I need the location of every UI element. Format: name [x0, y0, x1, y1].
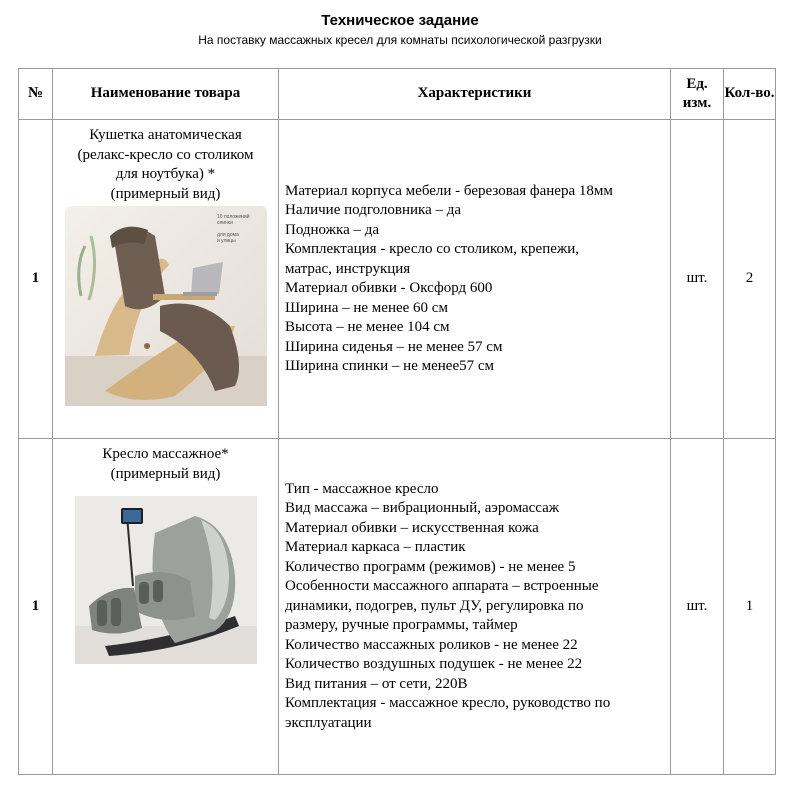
- spec-item: Ширина спинки – не менее57 см: [285, 358, 495, 374]
- row-number: 1: [19, 439, 53, 775]
- spec-item: Наличие подголовника – да: [285, 202, 462, 218]
- spec-item: Ширина – не менее 60 см: [285, 299, 448, 316]
- svg-text:спинки: спинки: [216, 220, 233, 226]
- spec-item: размеру, ручные программы, таймер: [285, 617, 518, 634]
- spec-item: динамики, подогрев, пульт ДУ, регулировка по: [285, 597, 584, 614]
- product-name-cell: [53, 439, 279, 775]
- spec-item: Количество массажных роликов - не менее 22: [285, 636, 578, 653]
- product-specs-cell: [279, 120, 671, 439]
- col-header-unit: Ед. изм.: [671, 69, 724, 120]
- spec-item: Материал обивки - Оксфорд 600: [285, 280, 493, 296]
- quantity-cell: 2: [724, 120, 776, 439]
- product-name-cell: [53, 120, 279, 439]
- product-name: [53, 120, 278, 204]
- spec-item: Вид массажа – вибрационный, аэромассаж: [285, 500, 560, 517]
- col-header-spec: Характеристики: [279, 69, 671, 120]
- spec-item: матрас, инструкция: [285, 260, 411, 277]
- row-number: 1: [19, 120, 53, 439]
- spec-item: Материал каркаса – пластик: [285, 539, 466, 556]
- product-name-line: (примерный вид): [110, 465, 221, 482]
- table-row: [19, 439, 776, 775]
- svg-text:для дома: для дома: [216, 232, 239, 238]
- spec-item: Особенности массажного аппарата – встроенные: [285, 578, 599, 595]
- svg-text:10 положений: 10 положений: [216, 214, 249, 220]
- product-name: [53, 439, 278, 484]
- col-header-num: №: [19, 69, 53, 120]
- table-row: [19, 120, 776, 439]
- unit-cell: шт.: [671, 120, 724, 439]
- quantity-cell: 1: [724, 439, 776, 775]
- spec-item: Комплектация - массажное кресло, руководство по: [285, 695, 611, 712]
- spec-item: Материал корпуса мебели - березовая фанера 18мм: [285, 182, 613, 199]
- product-name-line: Кресло массажное*: [102, 446, 229, 462]
- product-name-line: Кушетка анатомическая: [89, 127, 242, 143]
- product-name-line: для ноутбука) *: [115, 166, 216, 182]
- spec-item: Материал обивки – искусственная кожа: [285, 519, 539, 536]
- col-header-name: Наименование товара: [53, 69, 279, 120]
- product-name-line: (примерный вид): [110, 185, 221, 202]
- spec-list: [279, 480, 670, 734]
- spec-item: Комплектация - кресло со столиком, крепежи,: [285, 241, 580, 257]
- unit-cell: шт.: [671, 439, 724, 775]
- spec-item: Ширина сиденья – не менее 57 см: [285, 338, 503, 355]
- spec-item: Подножка – да: [285, 221, 380, 238]
- spec-item: Тип - массажное кресло: [285, 480, 439, 497]
- spec-item: Высота – не менее 104 см: [285, 319, 450, 335]
- product-name-line: (релакс-кресло со столиком: [77, 146, 254, 163]
- spec-item: Количество воздушных подушек - не менее 22: [285, 656, 583, 673]
- lounge-chair-photo: [65, 206, 267, 406]
- svg-text:и улицы: и улицы: [216, 238, 236, 244]
- product-specs-cell: [279, 439, 671, 775]
- document-subtitle: На поставку массажных кресел для комнаты психологической разгрузки: [198, 33, 602, 47]
- specification-table: [18, 68, 776, 775]
- spec-item: Вид питания – от сети, 220В: [285, 675, 468, 692]
- col-header-qty: Кол-во.: [724, 69, 776, 120]
- spec-list: [279, 182, 670, 377]
- spec-item: эксплуатации: [285, 714, 372, 731]
- table-header-row: [19, 69, 776, 120]
- document-title: Техническое задание: [321, 12, 479, 29]
- spec-item: Количество программ (режимов) - не менее 5: [285, 558, 576, 575]
- massage-chair-photo: [75, 496, 257, 664]
